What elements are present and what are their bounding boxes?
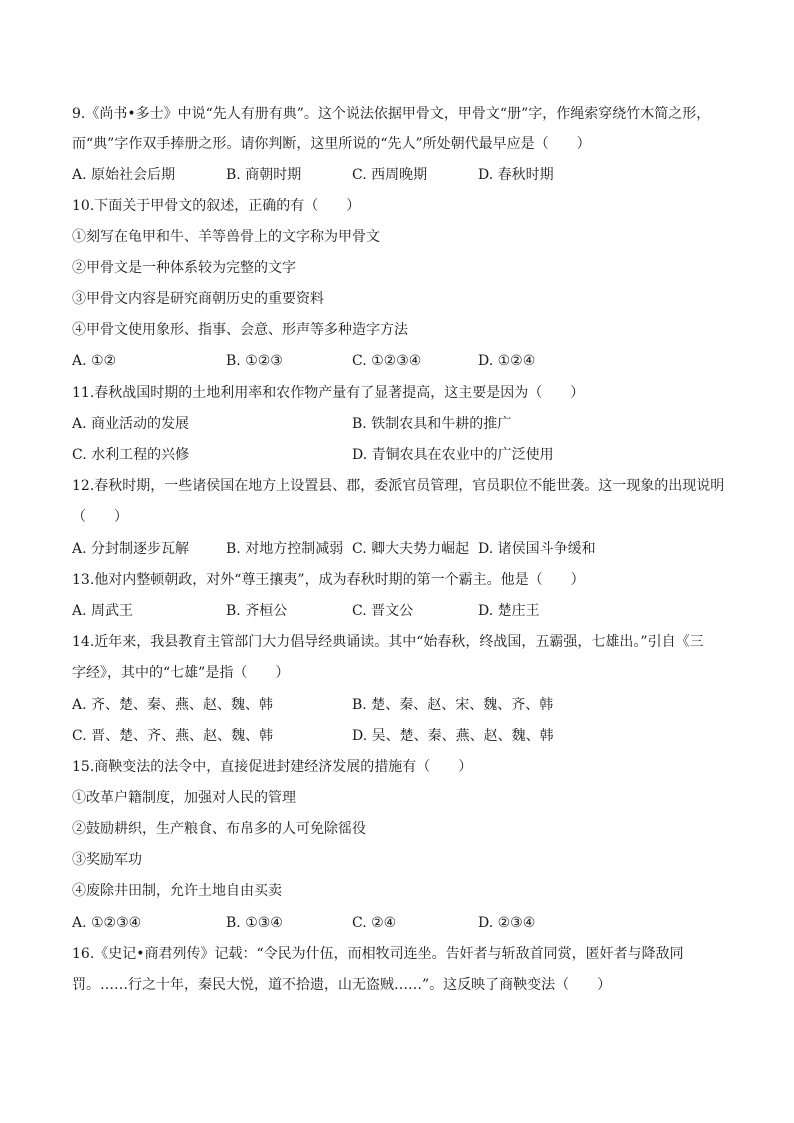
q12-option-c[interactable]: C. 卿大夫势力崛起 <box>352 541 470 557</box>
q15-option-a[interactable]: A. ①②③④ <box>72 915 142 931</box>
q9-stem-line-2: 而“典”字作双手捧册之形。请你判断，这里所说的“先人”所处朝代最早应是（ ） <box>72 136 591 152</box>
q10-statement-2: ②甲骨文是一种体系较为完整的文字 <box>72 260 296 276</box>
q15-option-d[interactable]: D. ②③④ <box>478 915 536 931</box>
q14-option-b[interactable]: B. 楚、秦、赵、宋、魏、齐、韩 <box>352 697 554 713</box>
q14-stem-line-2: 字经》，其中的“七雄”是指（ ） <box>72 665 290 681</box>
q10-stem-line-1: 10.下面关于甲骨文的叙述，正确的有（ ） <box>72 198 361 214</box>
q15-stem-line-1: 15.商鞅变法的法令中，直接促进封建经济发展的措施有（ ） <box>72 759 473 775</box>
q11-option-a[interactable]: A. 商业活动的发展 <box>72 416 190 432</box>
q15-statement-3: ③奖励军功 <box>72 852 142 868</box>
q13-option-c[interactable]: C. 晋文公 <box>352 603 414 619</box>
q15-statement-2: ②鼓励耕织，生产粮食、布帛多的人可免除徭役 <box>72 821 366 837</box>
q16-stem-line-1: 16.《史记•商君列传》记载：“令民为什伍，而相牧司连坐。告奸者与斩敌首同赏，匿奸者与降敌同 <box>72 946 684 962</box>
q12-option-d[interactable]: D. 诸侯国斗争缓和 <box>478 541 596 557</box>
q16-stem-line-2: 罚。……行之十年，秦民大悦，道不拾遗，山无盗贼……”。这反映了商鞅变法（ ） <box>72 977 612 993</box>
q12-option-a[interactable]: A. 分封制逐步瓦解 <box>72 541 190 557</box>
q10-option-c[interactable]: C. ①②③④ <box>352 353 422 369</box>
q15-option-c[interactable]: C. ②④ <box>352 915 397 931</box>
q13-option-d[interactable]: D. 楚庄王 <box>478 603 540 619</box>
q9-option-b[interactable]: B. 商朝时期 <box>226 167 302 183</box>
q14-option-d[interactable]: D. 吴、楚、秦、燕、赵、魏、韩 <box>352 728 554 744</box>
q13-option-a[interactable]: A. 周武王 <box>72 603 134 619</box>
q15-statement-1: ①改革户籍制度，加强对人民的管理 <box>72 790 296 806</box>
q11-stem-line-1: 11.春秋战国时期的土地利用率和农作物产量有了显著提高，这主要是因为（ ） <box>72 385 585 401</box>
q10-statement-1: ①刻写在龟甲和牛、羊等兽骨上的文字称为甲骨文 <box>72 229 380 245</box>
q10-statement-3: ③甲骨文内容是研究商朝历史的重要资料 <box>72 291 324 307</box>
q15-option-b[interactable]: B. ①③④ <box>226 915 283 931</box>
q11-option-d[interactable]: D. 青铜农具在农业中的广泛使用 <box>352 447 554 463</box>
q12-stem-line-1: 12.春秋时期，一些诸侯国在地方上设置县、郡，委派官员管理，官员职位不能世袭。这一现象的出现说明 <box>72 478 725 494</box>
q9-option-c[interactable]: C. 西周晚期 <box>352 167 428 183</box>
q13-stem-line-1: 13.他对内整顿朝政，对外“尊王攘夷”，成为春秋时期的第一个霸主。他是（ ） <box>72 572 585 588</box>
q13-option-b[interactable]: B. 齐桓公 <box>226 603 288 619</box>
q12-option-b[interactable]: B. 对地方控制减弱 <box>226 541 344 557</box>
q9-option-d[interactable]: D. 春秋时期 <box>478 167 554 183</box>
q9-stem-line-1: 9.《尚书•多士》中说“先人有册有典”。这个说法依据甲骨文，甲骨文“册”字，作绳索穿绕竹木简之形， <box>72 106 711 122</box>
q14-stem-line-1: 14.近年来，我县教育主管部门大力倡导经典诵读。其中“始春秋，终战国，五霸强，七雄出。”引自《三 <box>72 634 704 650</box>
q12-stem-line-2: （ ） <box>72 509 128 525</box>
q10-option-a[interactable]: A. ①② <box>72 353 117 369</box>
q11-option-c[interactable]: C. 水利工程的兴修 <box>72 447 190 463</box>
q9-option-a[interactable]: A. 原始社会后期 <box>72 167 176 183</box>
q15-statement-4: ④废除井田制，允许土地自由买卖 <box>72 883 282 899</box>
q10-option-b[interactable]: B. ①②③ <box>226 353 283 369</box>
q14-option-c[interactable]: C. 晋、楚、齐、燕、赵、魏、韩 <box>72 728 274 744</box>
q11-option-b[interactable]: B. 铁制农具和牛耕的推广 <box>352 416 512 432</box>
q14-option-a[interactable]: A. 齐、楚、秦、燕、赵、魏、韩 <box>72 697 274 713</box>
q10-option-d[interactable]: D. ①②④ <box>478 353 536 369</box>
q10-statement-4: ④甲骨文使用象形、指事、会意、形声等多种造字方法 <box>72 322 408 338</box>
